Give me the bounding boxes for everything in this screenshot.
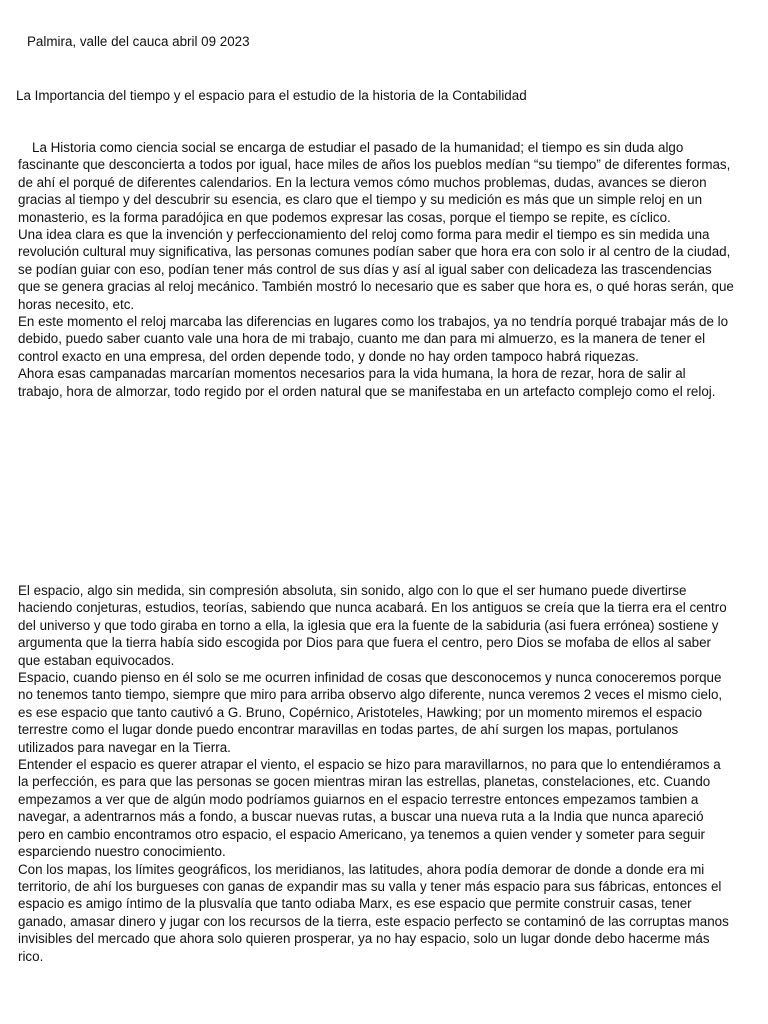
paragraph-4: Ahora esas campanadas marcarían momentos necesarios para la vida humana, la hora de rezar, hora de salir al trabajo, hora de almorzar, todo regido por el orden natural que se manifestaba en un artefacto complejo como el reloj.: [18, 366, 716, 399]
space-section: [18, 582, 734, 965]
paragraph-8: Con los mapas, los límites geográficos, los meridianos, las latitudes, ahora podía demorar de donde a donde era mi territorio, de ahí los burgueses con ganas de expandir mas su valla y tener más espacio para sus fábricas, entonces el espacio es amigo íntimo de la plusvalía que tanto odiaba Marx, es ese espacio que permite construir casas, tener ganado, amasar dinero y jugar con los recursos de la tierra, este espacio perfecto se contaminó de las corruptas manos invisibles del mercado que ahora solo quieren prosperar, ya no hay espacio, solo un lugar donde debo hacerme más rico.: [18, 861, 729, 964]
date-line: Palmira, valle del cauca abril 09 2023: [27, 34, 250, 49]
paragraph-3: En este momento el reloj marcaba las diferencias en lugares como los trabajos, ya no tendría porqué trabajar más de lo debido, puedo saber cuanto vale una hora de mi trabajo, cuanto me dan para mi almuerzo, es la manera de tener el control exacto en una empresa, del orden depende todo, y donde no hay orden tampoco habrá riquezas.: [18, 314, 729, 364]
paragraph-1: [18, 139, 734, 226]
paragraph-5: El espacio, algo sin medida, sin compresión absoluta, sin sonido, algo con lo que el ser humano puede divertirse haciendo conjeturas, estudios, teorías, sabiendo que nunca acabará. En los antiguos se creía que la tierra era el centro del universo y que todo giraba en torno a ella, la iglesia que era la fuente de la sabiduria (asi fuera errónea) sostiene y argumenta que la tierra había sido escogida por Dios para que fuera el centro, pero Dios se mofaba de ellos al saber que estaban equivocados.: [18, 583, 727, 668]
paragraph-7: Entender el espacio es querer atrapar el viento, el espacio se hizo para maravillarnos, no para que lo entendiéramos a la perfección, es para que las personas se gocen mientras miran las estrellas, planetas, constelaciones, etc. Cuando empezamos a ver que de algún modo podríamos guiarnos en el espacio terrestre entonces empezamos tambien a navegar, a adentrarnos más a fondo, a buscar nuevas rutas, a buscar una nueva ruta a la India que nunca apareció pero en cambio encontramos otro espacio, el espacio Americano, ya tenemos a quien vender y someter para seguir esparciendo nuestro conocimiento.: [18, 757, 721, 860]
time-section: [18, 139, 734, 400]
paragraph-2: Una idea clara es que la invención y perfeccionamiento del reloj como forma para medir el tiempo es sin medida una revolución cultural muy significativa, las personas comunes podían saber que hora era con solo ir al centro de la ciudad, se podían guiar con eso, podían tener más control de sus días y así al igual saber con delicadeza las trascendencias que se genera gracias al reloj mecánico. También mostró lo necesario que es saber que hora es, o qué horas serán, que horas necesito, etc.: [18, 227, 734, 312]
paragraph-text: La Historia como ciencia social se encarga de estudiar el pasado de la humanidad; el tiempo es sin duda algo fascinante que desconcierta a todos por igual, hace miles de años los pueblos medían “su tiempo” de diferentes formas, de ahí el porqué de diferentes calendarios. En la lectura vemos cómo muchos problemas, dudas, avances se dieron gracias al tiempo y del descubrir su esencia, es claro que el tiempo y su medición es más que un simple reloj en un monasterio, es la forma paradójica en que podemos expresar las cosas, porque el tiempo se repite, es cíclico.: [18, 140, 731, 225]
document-title: La Importancia del tiempo y el espacio para el estudio de la historia de la Contabilidad: [16, 88, 527, 103]
paragraph-6: Espacio, cuando pienso en él solo se me ocurren infinidad de cosas que desconocemos y nunca conoceremos porque no tenemos tanto tiempo, siempre que miro para arriba observo algo diferente, nunca veremos 2 veces el mismo cielo, es ese espacio que tanto cautivó a G. Bruno, Copérnico, Aristoteles, Hawking; por un momento miremos el espacio terrestre como el lugar donde puedo encontrar maravillas en todas partes, de ahí surgen los mapas, portulanos utilizados para navegar en la Tierra.: [18, 670, 723, 755]
